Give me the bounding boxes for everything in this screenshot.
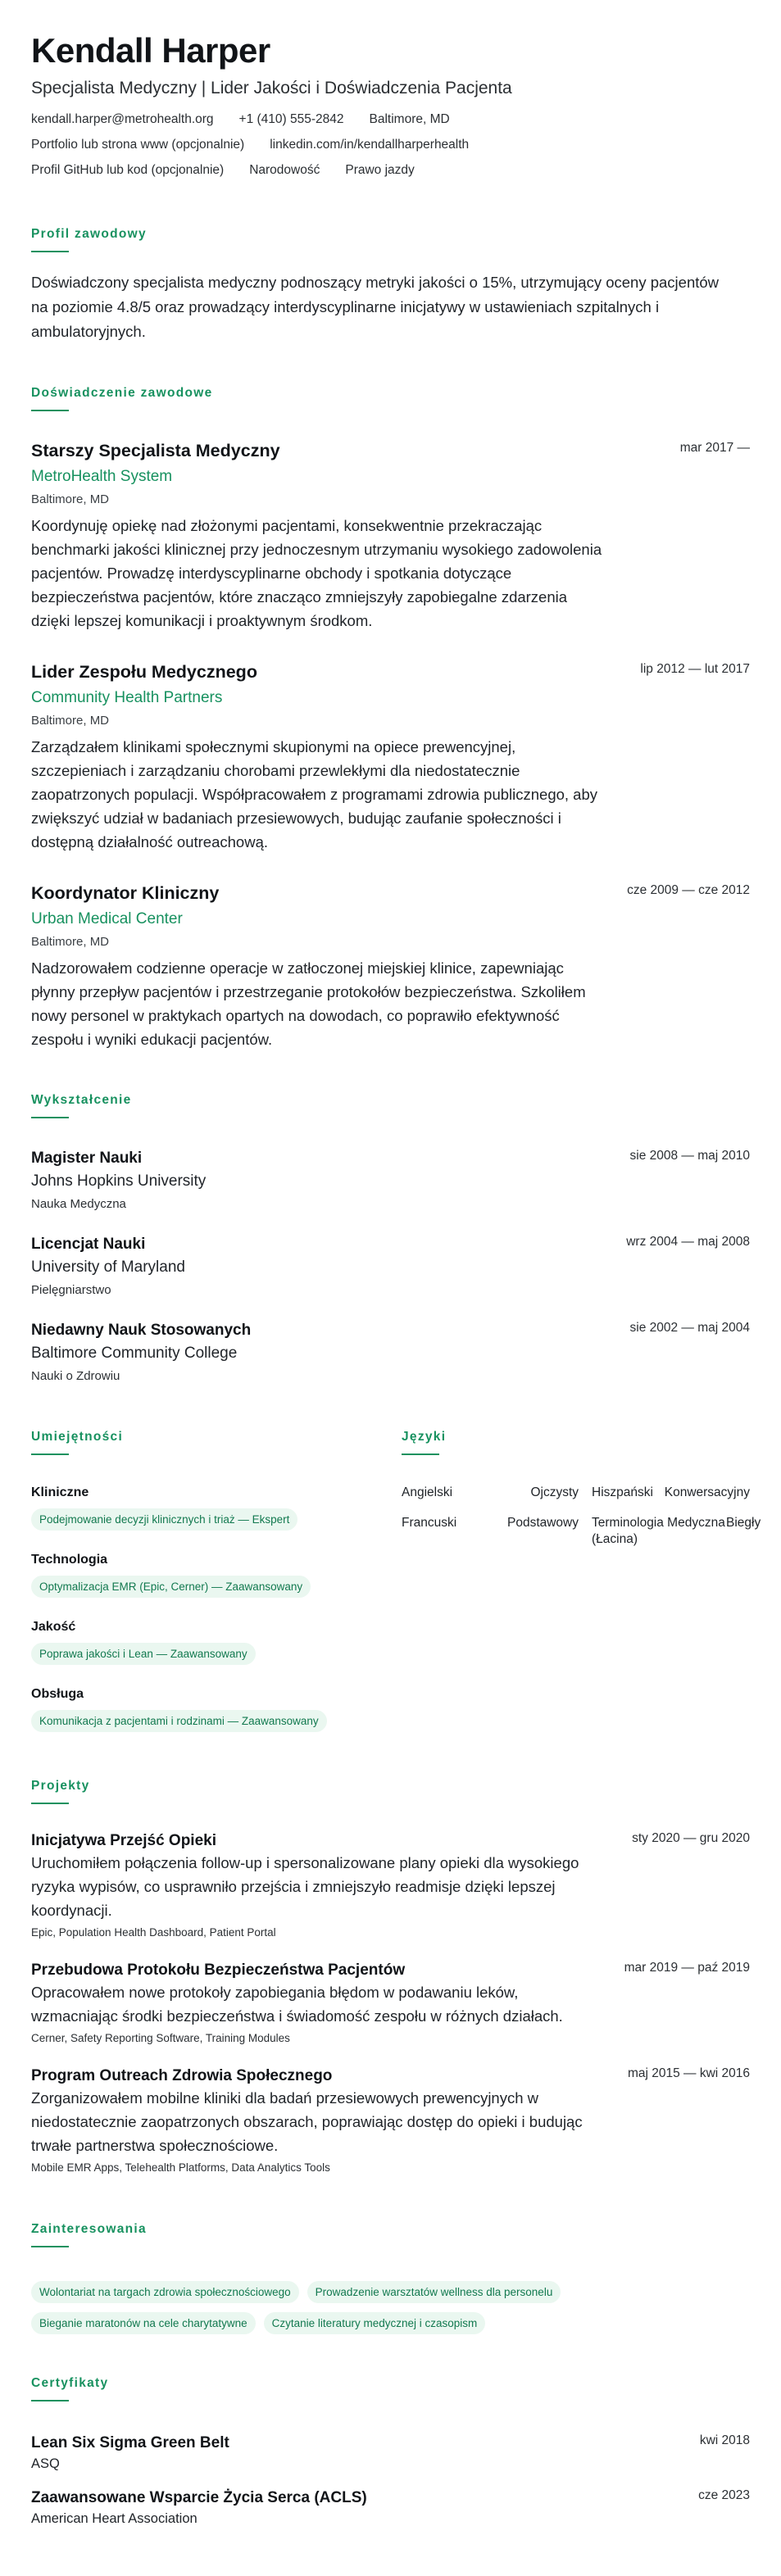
skill-category: Technologia bbox=[31, 1553, 108, 1567]
language-row bbox=[402, 1485, 750, 1501]
certification-item bbox=[31, 2433, 750, 2473]
project-dates: mar 2019 — paź 2019 bbox=[624, 1961, 750, 1975]
skills-list bbox=[31, 1485, 402, 1732]
project-item bbox=[31, 2066, 750, 2175]
interests-list bbox=[31, 2272, 687, 2334]
contact-row bbox=[31, 162, 750, 179]
job-location: Baltimore, MD bbox=[31, 935, 110, 949]
project-description: Uruchomiłem połączenia follow-up i spersonalizowane plany opieki dla wysokiego ryzyka wypisów, co usprawniło przejścia i zmniejszyło readmisje dzięki lepszej koordynacji. bbox=[31, 1854, 579, 1919]
edu-degree: Magister Nauki bbox=[31, 1150, 143, 1167]
job-description: Nadzorowałem codzienne operacje w zatłoczonej miejskiej klinice, zapewniając płynny przepływ pacjentów i przestrzeganie protokołów bezpieczeństwa. Szkoliłem nowy personel w praktykach opartych na dowodach, co poprawiło efektywność zespołu i wyniki edukacji pacjentów. bbox=[31, 959, 586, 1048]
edu-field: Nauka Medyczna bbox=[31, 1197, 126, 1211]
experience-item bbox=[31, 439, 750, 633]
language-level: Konwersacyjny bbox=[664, 1485, 750, 1499]
skill-group bbox=[31, 1686, 402, 1732]
education-section bbox=[31, 1092, 750, 1385]
skill-chip: Optymalizacja EMR (Epic, Cerner) — Zaawansowany bbox=[31, 1576, 311, 1598]
projects-list bbox=[31, 1830, 750, 2175]
skills-languages-row bbox=[31, 1429, 761, 1732]
language-level: Podstawowy bbox=[506, 1516, 579, 1530]
skills-section bbox=[31, 1429, 402, 1732]
section-title: Profil zawodowy bbox=[31, 227, 147, 241]
job-dates: lip 2012 — lut 2017 bbox=[640, 662, 750, 676]
edu-dates: sie 2008 — maj 2010 bbox=[629, 1149, 750, 1163]
skill-group bbox=[31, 1552, 402, 1598]
languages-list bbox=[402, 1485, 761, 1548]
contact-driving-license: Prawo jazdy bbox=[345, 163, 415, 177]
edu-degree: Niedawny Nauk Stosowanych bbox=[31, 1322, 252, 1339]
contact-row bbox=[31, 111, 750, 128]
language-name: Angielski bbox=[402, 1485, 453, 1499]
skill-group bbox=[31, 1485, 402, 1531]
section-divider bbox=[31, 1117, 69, 1118]
projects-section bbox=[31, 1778, 750, 2175]
interest-chip: Bieganie maratonów na cele charytatywne bbox=[31, 2312, 256, 2334]
job-company: Urban Medical Center bbox=[31, 910, 183, 927]
skill-chip: Podejmowanie decyzji klinicznych i triaż — Ekspert bbox=[31, 1508, 297, 1531]
interests-section bbox=[31, 2221, 750, 2334]
candidate-headline: Specjalista Medyczny | Lider Jakości i Doświadczenia Pacjenta bbox=[31, 79, 512, 98]
skill-category: Kliniczne bbox=[31, 1485, 89, 1499]
section-title: Projekty bbox=[31, 1779, 90, 1793]
skill-chip: Poprawa jakości i Lean — Zaawansowany bbox=[31, 1643, 256, 1665]
cert-date: kwi 2018 bbox=[699, 2433, 750, 2447]
project-dates: maj 2015 — kwi 2016 bbox=[627, 2066, 750, 2080]
experience-section bbox=[31, 385, 750, 1051]
experience-item bbox=[31, 882, 750, 1051]
project-name: Program Outreach Zdrowia Społecznego bbox=[31, 2067, 333, 2084]
resume-header bbox=[31, 29, 750, 179]
skill-category: Jakość bbox=[31, 1620, 76, 1634]
section-divider bbox=[402, 1454, 439, 1455]
education-item bbox=[31, 1234, 750, 1299]
section-title: Doświadczenie zawodowe bbox=[31, 386, 213, 400]
languages-section bbox=[402, 1429, 761, 1732]
job-dates: cze 2009 — cze 2012 bbox=[627, 883, 750, 897]
contact-nationality: Narodowość bbox=[249, 163, 320, 177]
project-description: Opracowałem nowe protokoły zapobiegania błędom w podawaniu leków, wzmacniając środki bezpieczeństwa i świadomość zespołu w różnych działach. bbox=[31, 1984, 563, 2025]
job-description: Koordynuję opiekę nad złożonymi pacjentami, konsekwentnie przekraczając benchmarki jakości klinicznej przy jednoczesnym utrzymaniu wysokiego zadowolenia pacjentów. Prowadzę interdyscyplinarne obchody i spotkania dotyczące bezpieczeństwa pacjentów, które znacząco zmniejszyły zapobiegalne zdarzenia dzięki lepszej komunikacji i proaktywnym środkom. bbox=[31, 517, 602, 629]
cert-issuer: ASQ bbox=[31, 2456, 60, 2471]
project-dates: sty 2020 — gru 2020 bbox=[632, 1831, 750, 1845]
experience-list bbox=[31, 439, 750, 1051]
project-tech: Epic, Population Health Dashboard, Patient Portal bbox=[31, 1926, 276, 1939]
section-divider bbox=[31, 251, 69, 252]
job-title: Starszy Specjalista Medyczny bbox=[31, 441, 280, 460]
contact-phone[interactable]: +1 (410) 555-2842 bbox=[238, 112, 344, 126]
edu-dates: sie 2002 — maj 2004 bbox=[629, 1321, 750, 1335]
section-divider bbox=[31, 2246, 69, 2247]
certifications-list bbox=[31, 2433, 750, 2528]
language-row bbox=[402, 1515, 761, 1548]
contact-row bbox=[31, 137, 750, 153]
project-tech: Mobile EMR Apps, Telehealth Platforms, Data Analytics Tools bbox=[31, 2161, 330, 2174]
edu-degree: Licencjat Nauki bbox=[31, 1236, 146, 1253]
skill-chip: Komunikacja z pacjentami i rodzinami — Zaawansowany bbox=[31, 1710, 327, 1732]
cert-date: cze 2023 bbox=[698, 2488, 750, 2502]
section-title: Zainteresowania bbox=[31, 2222, 147, 2236]
cert-name: Lean Six Sigma Green Belt bbox=[31, 2434, 229, 2451]
certifications-section bbox=[31, 2375, 750, 2528]
project-name: Przebudowa Protokołu Bezpieczeństwa Pacjentów bbox=[31, 1961, 406, 1979]
contact-email[interactable]: kendall.harper@metrohealth.org bbox=[31, 112, 214, 126]
job-title: Lider Zespołu Medycznego bbox=[31, 662, 257, 682]
project-item bbox=[31, 1830, 750, 1940]
education-item bbox=[31, 1320, 750, 1385]
edu-school: Baltimore Community College bbox=[31, 1345, 238, 1362]
language-level: Ojczysty bbox=[530, 1485, 579, 1499]
interest-chip: Wolontariat na targach zdrowia społecznościowego bbox=[31, 2281, 299, 2303]
cert-issuer: American Heart Association bbox=[31, 2511, 198, 2526]
education-item bbox=[31, 1148, 750, 1213]
profile-section bbox=[31, 226, 750, 344]
section-divider bbox=[31, 1803, 69, 1804]
job-company: MetroHealth System bbox=[31, 468, 173, 485]
project-name: Inicjatywa Przejść Opieki bbox=[31, 1832, 216, 1849]
job-company: Community Health Partners bbox=[31, 689, 223, 706]
edu-school: Johns Hopkins University bbox=[31, 1172, 207, 1190]
section-title: Certyfikaty bbox=[31, 2376, 109, 2390]
job-title: Koordynator Kliniczny bbox=[31, 883, 220, 903]
cert-name: Zaawansowane Wsparcie Życia Serca (ACLS) bbox=[31, 2489, 367, 2506]
skill-category: Obsługa bbox=[31, 1687, 84, 1701]
job-location: Baltimore, MD bbox=[31, 492, 110, 506]
skill-group bbox=[31, 1619, 402, 1665]
education-list bbox=[31, 1148, 750, 1385]
project-description: Zorganizowałem mobilne kliniki dla badań przesiewowych prewencyjnych w niedostatecznie zaopatrzonych obszarach, poprawiając dostęp do opieki i budując trwałe partnerstwa społecznościowe. bbox=[31, 2089, 583, 2154]
language-name: Terminologia Medyczna (Łacina) bbox=[592, 1516, 725, 1546]
experience-item bbox=[31, 660, 750, 854]
contact-location: Baltimore, MD bbox=[369, 112, 450, 126]
interest-chip: Prowadzenie warsztatów wellness dla personelu bbox=[307, 2281, 561, 2303]
project-item bbox=[31, 1960, 750, 2046]
section-divider bbox=[31, 2400, 69, 2401]
language-name: Francuski bbox=[402, 1516, 457, 1530]
interest-chip: Czytanie literatury medycznej i czasopism bbox=[264, 2312, 486, 2334]
job-location: Baltimore, MD bbox=[31, 714, 110, 728]
edu-field: Nauki o Zdrowiu bbox=[31, 1369, 120, 1383]
certification-item bbox=[31, 2488, 750, 2528]
contact-portfolio[interactable]: Portfolio lub strona www (opcjonalnie) bbox=[31, 138, 245, 152]
job-dates: mar 2017 — bbox=[679, 441, 750, 455]
section-divider bbox=[31, 410, 69, 411]
project-tech: Cerner, Safety Reporting Software, Training Modules bbox=[31, 2032, 290, 2044]
contact-linkedin[interactable]: linkedin.com/in/kendallharperhealth bbox=[270, 138, 470, 152]
contact-github[interactable]: Profil GitHub lub kod (opcjonalnie) bbox=[31, 163, 225, 177]
edu-field: Pielęgniarstwo bbox=[31, 1283, 111, 1297]
candidate-name: Kendall Harper bbox=[31, 31, 270, 70]
edu-dates: wrz 2004 — maj 2008 bbox=[626, 1235, 750, 1249]
edu-school: University of Maryland bbox=[31, 1259, 185, 1276]
language-level: Biegły bbox=[726, 1516, 761, 1530]
section-title: Wykształcenie bbox=[31, 1093, 132, 1107]
language-name: Hiszpański bbox=[592, 1485, 653, 1499]
section-divider bbox=[31, 1454, 69, 1455]
section-title: Języki bbox=[402, 1430, 447, 1444]
section-title: Umiejętności bbox=[31, 1430, 124, 1444]
job-description: Zarządzałem klinikami społecznymi skupionymi na opiece prewencyjnej, szczepieniach i zarządzaniu chorobami przewlekłymi dla niedostatecznie zaopatrzonych populacji. Współpracowałem z programami zdrowia publicznego, aby zwiększyć udział w badaniach przesiewowych, budując zaufanie społeczności i dostępną działalność outreachową. bbox=[31, 738, 598, 850]
profile-summary: Doświadczony specjalista medyczny podnoszący metryki jakości o 15%, utrzymujący oceny pacjentów na poziomie 4.8/5 oraz prowadzący interdyscyplinarne inicjatywy w ustawieniach szpitalnych i ambulatoryjnych. bbox=[31, 274, 720, 340]
